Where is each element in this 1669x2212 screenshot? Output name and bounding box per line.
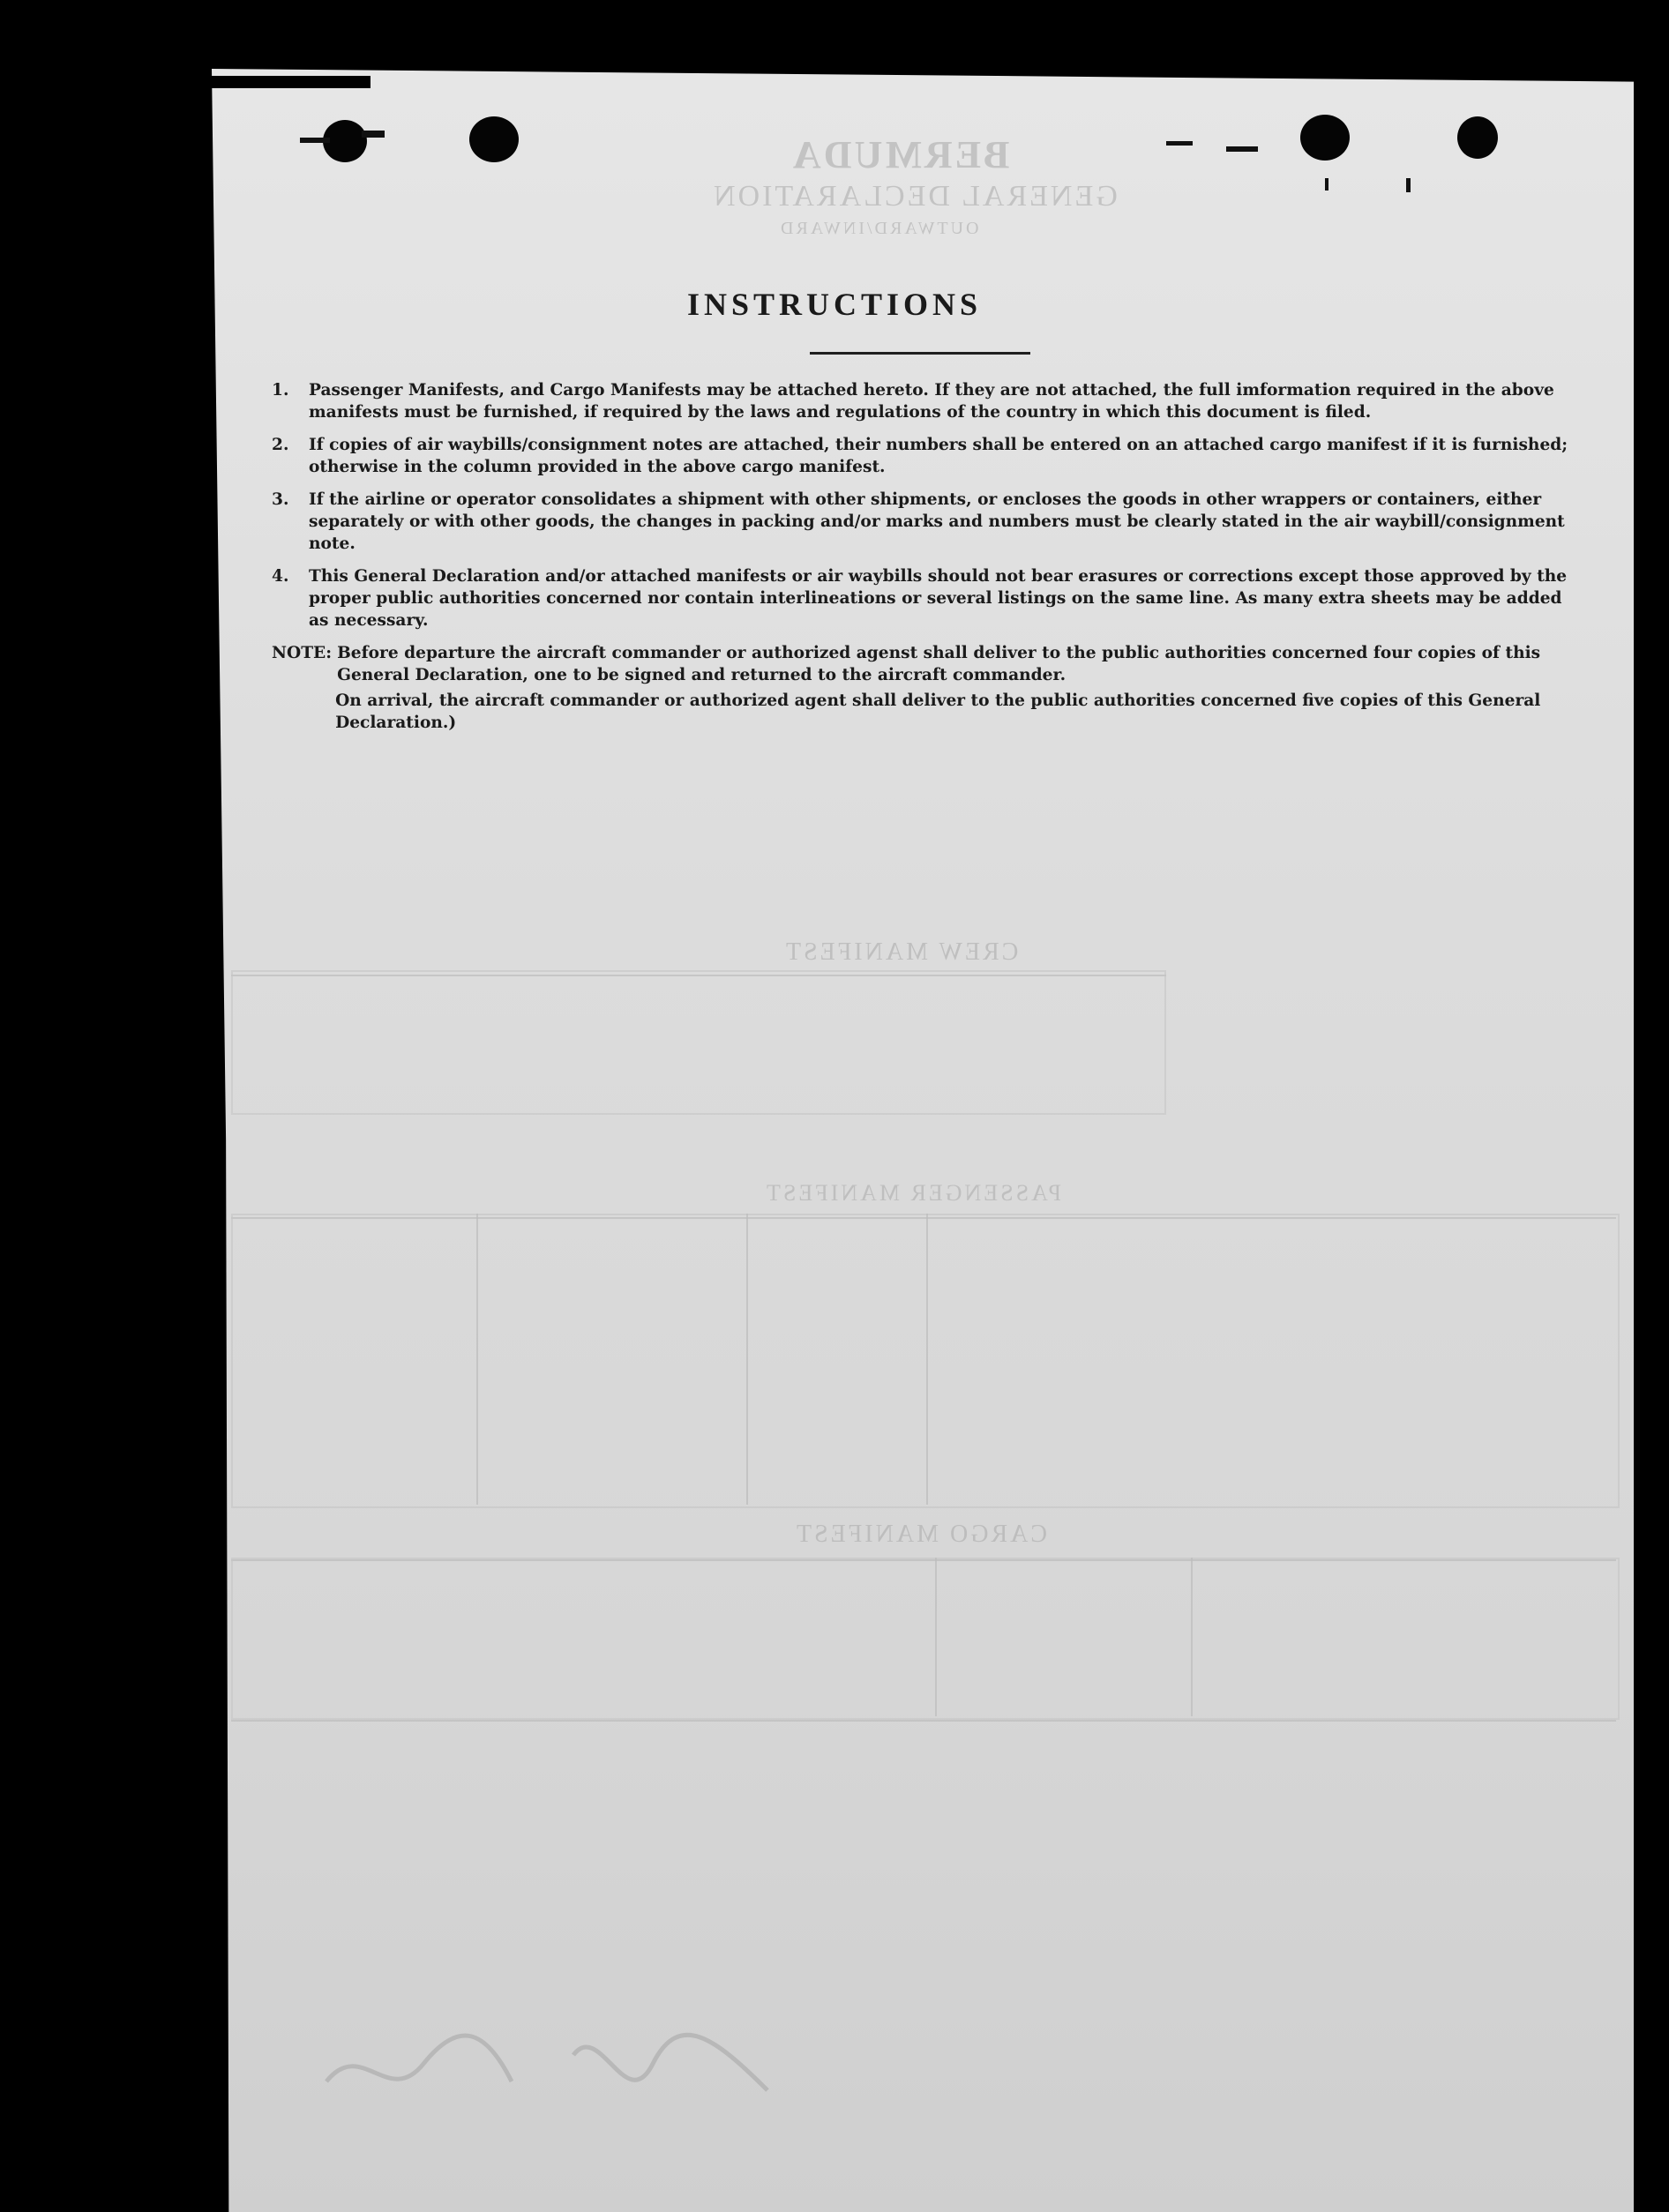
show-through-column-1 <box>476 1214 478 1505</box>
instruction-item <box>272 379 1575 423</box>
show-through-column-4 <box>1191 1558 1193 1716</box>
instruction-number: 1. <box>272 381 289 400</box>
show-through-rule-4 <box>231 1720 1616 1722</box>
binding-mark-4 <box>1226 146 1258 152</box>
instruction-number: 4. <box>272 567 289 586</box>
show-through-cargo-manifest: CARGO MANIFEST <box>794 1521 1048 1548</box>
instructions-list <box>272 379 1575 737</box>
binding-mark-2 <box>362 131 385 138</box>
instruction-item <box>272 489 1575 555</box>
show-through-table-passenger <box>231 1214 1620 1508</box>
instruction-item <box>272 565 1575 631</box>
show-through-crew-manifest: CREW MANIFEST <box>783 938 1019 966</box>
instruction-number: 3. <box>272 490 289 509</box>
binding-mark-1 <box>300 138 330 143</box>
instruction-text: If copies of air waybills/consignment notes are attached, their numbers shall be entered on an attached cargo manifest if it is furnished; otherwise in the column provided in the above cargo manifest. <box>309 436 1568 476</box>
instruction-text: Passenger Manifests, and Cargo Manifests may be attached hereto. If they are not attached, the full imformation required in the above manifests must be furnished, if required by the laws and regulations of the country in which this document is filed. <box>309 381 1554 422</box>
page-title: INSTRUCTIONS <box>686 287 983 322</box>
punch-hole-3 <box>1300 115 1350 161</box>
punch-hole-4 <box>1457 116 1498 159</box>
show-through-column-3 <box>926 1214 928 1505</box>
note-body <box>337 642 1575 737</box>
show-through-table-crew <box>231 970 1166 1115</box>
instruction-text: If the airline or operator consolidates a shipment with other shipments, or encloses the goods in other wrappers or containers, either separately or with other goods, the changes in packing and/or marks and numbers must be clearly stated in the air waybill/consignment note. <box>309 490 1565 553</box>
show-through-column-5 <box>935 1558 937 1716</box>
show-through-column-2 <box>746 1214 748 1505</box>
instruction-text: This General Declaration and/or attached manifests or air waybills should not bear erasures or corrections except those approved by the proper public authorities concerned nor contain interlineations or several listings on the same line. As many extra sheets may be added as necessary. <box>309 567 1568 630</box>
show-through-heading-3: OUTWARD/INWARD <box>778 219 979 238</box>
instruction-number: 2. <box>272 436 289 454</box>
instruction-item <box>272 434 1575 478</box>
note-label: NOTE: <box>272 644 333 662</box>
title-underline <box>810 352 1030 355</box>
show-through-heading-2: GENERAL DECLARATION <box>711 180 1118 213</box>
show-through-signature <box>309 2002 838 2126</box>
note-paragraph-1: Before departure the aircraft commander or authorized agenst shall deliver to the public authorities concerned four copies of this General Declaration, one to be signed and returned to the aircraft commander. <box>337 644 1541 684</box>
torn-edge-mark <box>212 76 370 88</box>
binding-mark-6 <box>1406 178 1411 192</box>
show-through-heading-1: BERMUDA <box>790 133 1010 176</box>
show-through-passenger-manifest: PASSENGER MANIFEST <box>764 1180 1061 1206</box>
punch-hole-2 <box>469 116 519 162</box>
note-paragraph-2: On arrival, the aircraft commander or authorized agent shall deliver to the public authorities concerned five copies of this General Declaration.) <box>335 691 1541 732</box>
binding-mark-5 <box>1325 178 1328 191</box>
note-block <box>272 642 1575 737</box>
binding-mark-3 <box>1166 141 1193 146</box>
show-through-table-cargo <box>231 1558 1620 1720</box>
